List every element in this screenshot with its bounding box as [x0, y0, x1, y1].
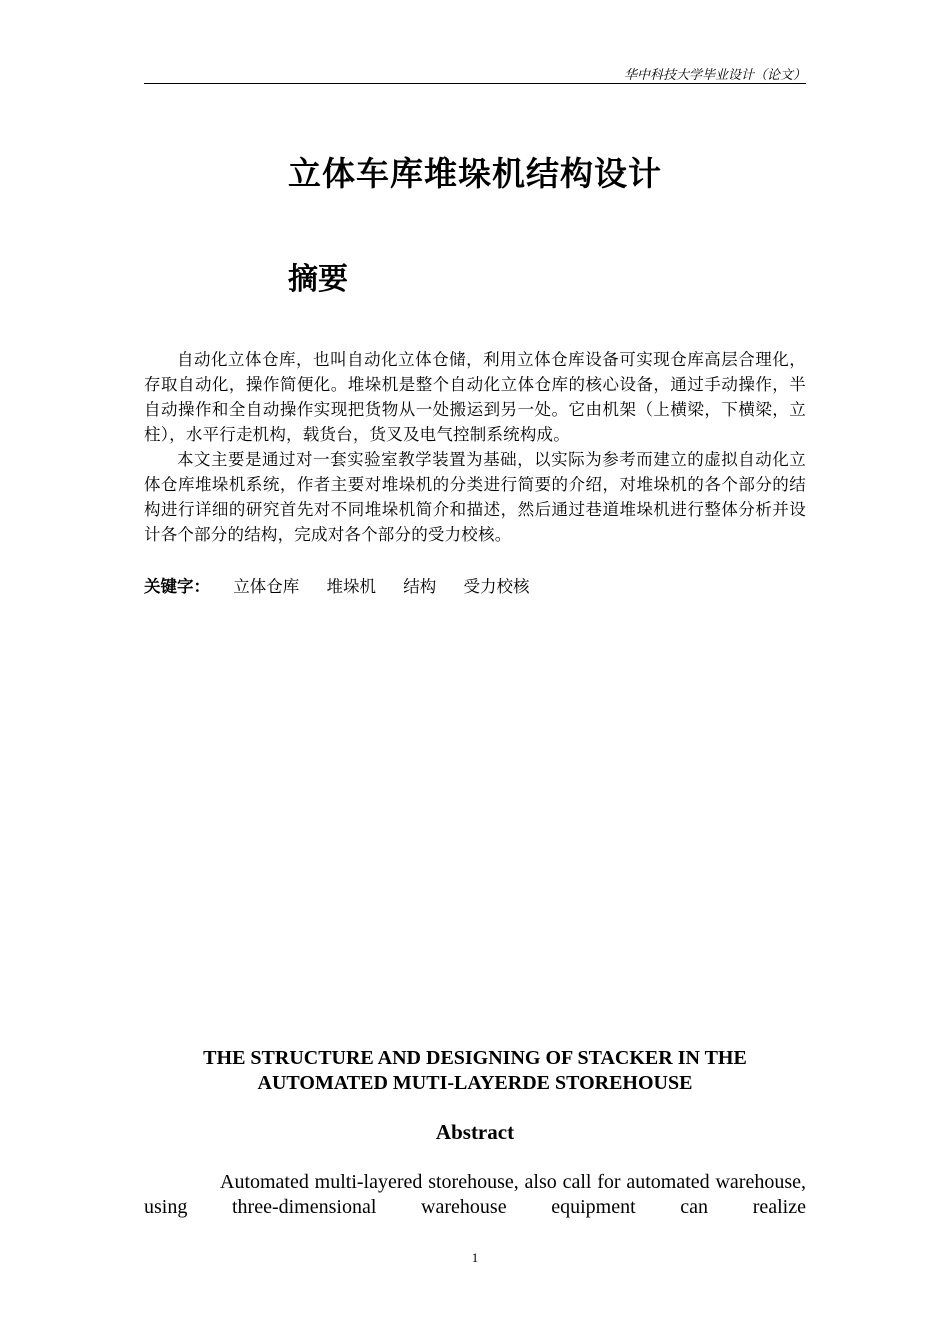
chinese-abstract-heading: 摘要: [288, 262, 348, 297]
english-abstract-heading: Abstract: [435, 1120, 515, 1144]
keyword-item: 受力校核: [463, 577, 530, 596]
running-header: 华中科技大学毕业设计（论文）: [623, 68, 806, 83]
english-title-line-1: THE STRUCTURE AND DESIGNING OF STACKER IN THE: [203, 1047, 747, 1069]
chinese-abstract-paragraph-1: 自动化立体仓库，也叫自动化立体仓储，利用立体仓库设备可实现仓库高层合理化，存取自动化，操作简便化。堆垛机是整个自动化立体仓库的核心设备，通过手动操作，半自动操作和全自动操作实现把货物从一处搬运到另一处。它由机架（上横梁，下横梁，立柱），水平行走机构，载货台，货叉及电气控制系统构成。: [144, 350, 806, 444]
english-abstract-paragraph: Automated multi-layered storehouse, also call for automated warehouse, using three-dimensional warehouse equipment can realize: [144, 1171, 806, 1218]
keyword-item: 立体仓库: [233, 577, 300, 596]
keyword-item: 结构: [403, 577, 437, 596]
chinese-abstract-paragraph-2: 本文主要是通过对一套实验室教学装置为基础，以实际为参考而建立的虚拟自动化立体仓库堆垛机系统，作者主要对堆垛机的分类进行简要的介绍，对堆垛机的各个部分的结构进行详细的研究首先对不同堆垛机简介和描述，然后通过巷道堆垛机进行整体分析并设计各个部分的结构，完成对各个部分的受力校核。: [144, 450, 806, 544]
keywords-label: 关键字：: [144, 577, 210, 596]
header-rule: [144, 83, 806, 84]
keywords-line: [144, 573, 806, 597]
chinese-abstract-body: [144, 347, 806, 547]
english-abstract-body: [144, 1170, 806, 1220]
keyword-item: 堆垛机: [326, 577, 376, 596]
english-title-line-2: AUTOMATED MUTI-LAYERDE STOREHOUSE: [257, 1072, 693, 1094]
chinese-title: 立体车库堆垛机结构设计: [288, 154, 662, 193]
english-title: [144, 1046, 806, 1096]
page-number: 1: [471, 1250, 479, 1265]
